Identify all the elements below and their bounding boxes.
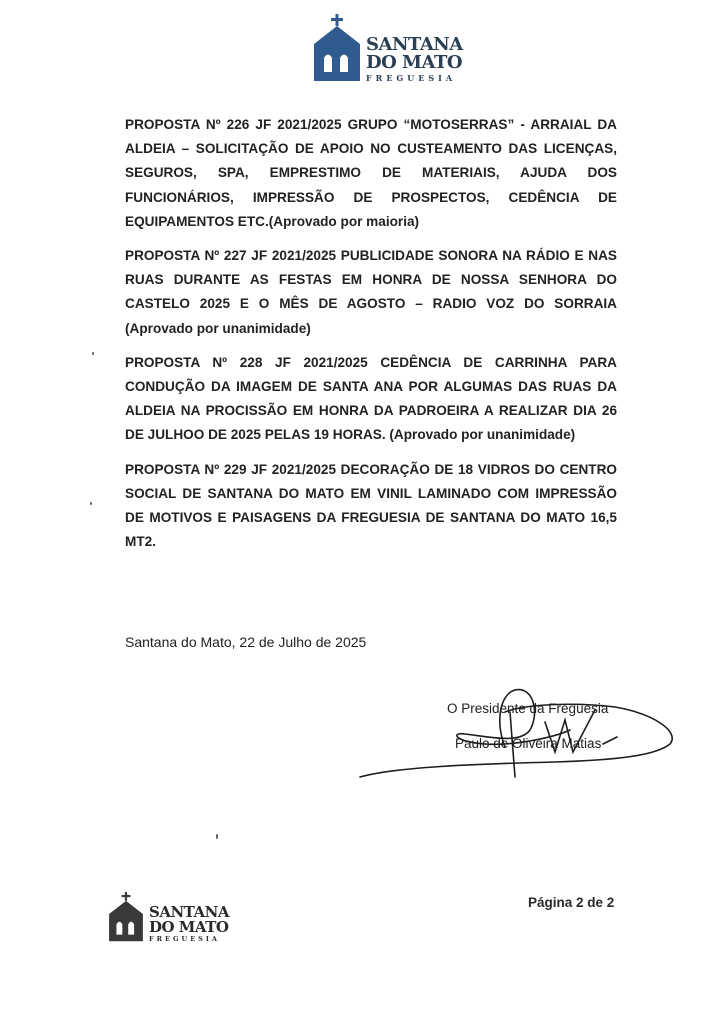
page-number: Página 2 de 2	[528, 895, 615, 910]
signatory-title: O Presidente da Freguesia	[447, 701, 609, 716]
proposal-226	[125, 113, 617, 234]
proposal-228	[125, 351, 617, 448]
proposal-text: PROPOSTA Nº 226 JF 2021/2025 GRUPO “MOTOSERRAS” - ARRAIAL DA ALDEIA – SOLICITAÇÃO DE APOIO NO CUSTEAMENTO DAS LICENÇAS, SEGUROS, SPA, EMPRESTIMO DE MATERIAIS, AJUDA DOS FUNCIONÁRIOS, IMPRESSÃO DE PROSPECTOS, CEDÊNCIA DE EQUIPAMENTOS ETC.	[125, 117, 617, 229]
proposal-status: (Aprovado por unanimidade)	[125, 320, 311, 336]
proposal-status: (Aprovado por unanimidade)	[389, 427, 576, 443]
proposal-227	[125, 244, 617, 341]
logo-line-2: DO MATO	[149, 917, 229, 936]
proposal-text: PROPOSTA Nº 228 JF 2021/2025 CEDÊNCIA DE CARRINHA PARA CONDUÇÃO DA IMAGEM DE SANTA ANA POR ALGUMAS DAS RUAS DA ALDEIA NA PROCISSÃO EM HONRA DA PADROEIRA A REALIZAR DIA 26 DE JULHOO DE 2025 PELAS 19 HORAS.	[125, 354, 617, 443]
proposal-text: PROPOSTA Nº 229 JF 2021/2025 DECORAÇÃO DE 18 VIDROS DO CENTRO SOCIAL DE SANTANA DO MATO EM VINIL LAMINADO COM IMPRESSÃO DE MOTIVOS E PAISAGENS DA FREGUESIA DE SANTANA DO MATO 16,5 MT2.	[125, 461, 617, 550]
scan-speck	[216, 834, 218, 839]
logo-line-1: SANTANA	[366, 34, 463, 55]
logo-line-2: DO MATO	[366, 52, 463, 73]
date-line: Santana do Mato, 22 de Julho de 2025	[125, 634, 367, 650]
proposal-229	[125, 458, 617, 555]
signature-block	[355, 682, 685, 792]
footer-logo	[107, 892, 229, 942]
handwritten-signature	[355, 682, 685, 792]
header-logo	[312, 14, 463, 82]
scan-speck	[90, 502, 92, 505]
church-icon	[312, 14, 362, 82]
scan-speck	[92, 352, 94, 355]
signatory-name: Paulo de Oliveira Matias	[455, 736, 602, 751]
proposal-status: (Aprovado por maioria)	[268, 213, 420, 229]
logo-line-3: FREGUESIA	[366, 73, 457, 83]
church-icon	[107, 892, 145, 942]
logo-line-1: SANTANA	[149, 902, 230, 921]
proposal-text: PROPOSTA Nº 227 JF 2021/2025 PUBLICIDADE SONORA NA RÁDIO E NAS RUAS DURANTE AS FESTAS EM HONRA DE NOSSA SENHORA DO CASTELO 2025 E O MÊS DE AGOSTO – RADIO VOZ DO SORRAIA	[125, 248, 617, 312]
logo-line-3: FREGUESIA	[149, 934, 220, 943]
proposals-list	[125, 113, 617, 564]
